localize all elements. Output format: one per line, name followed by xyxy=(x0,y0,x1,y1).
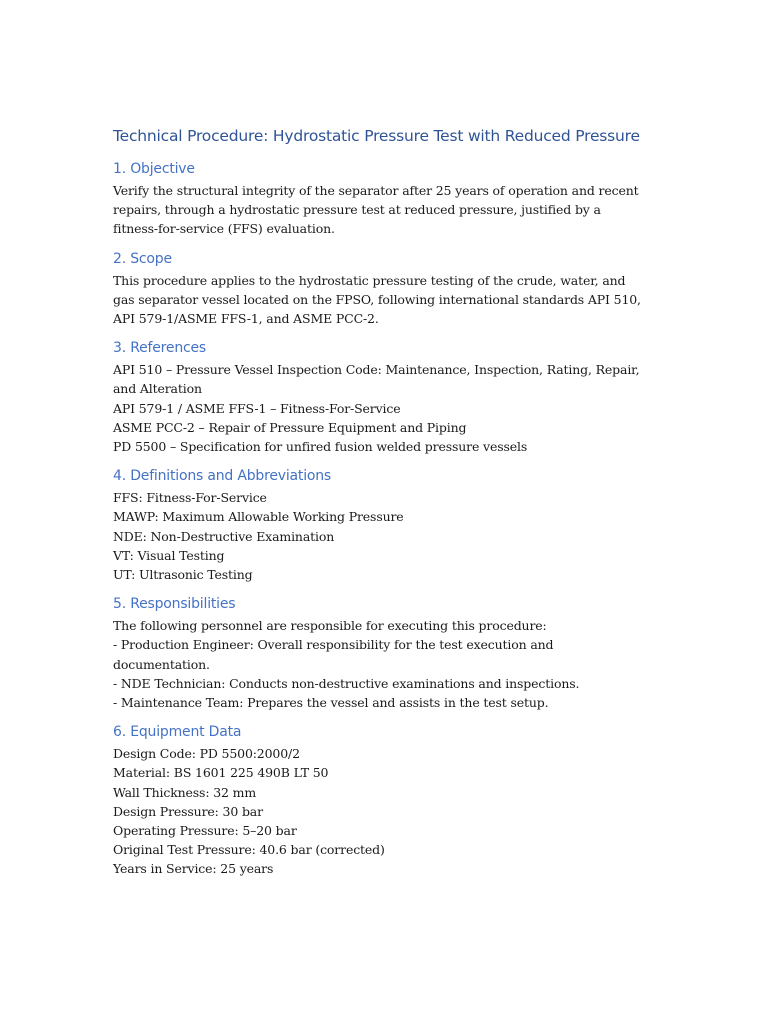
responsibilities-list xyxy=(113,616,653,712)
section-heading-responsibilities: 5. Responsibilities xyxy=(113,596,236,613)
section-references xyxy=(113,338,653,456)
section-responsibilities xyxy=(113,594,653,712)
reference-item: ASME PCC-2 – Repair of Pressure Equipment and Piping xyxy=(113,419,467,435)
equipment-data-item: Material: BS 1601 225 490B LT 50 xyxy=(113,765,329,781)
objective-text: Verify the structural integrity of the separator after 25 years of operation and recent repairs, through a hydrostatic pressure test at reduced pressure, justified by a fitness-for-service (FFS) evaluation. xyxy=(113,183,639,237)
responsibility-item: - Production Engineer: Overall responsibility for the test execution and documentation. xyxy=(113,637,554,672)
reference-item: API 510 – Pressure Vessel Inspection Code: Maintenance, Inspection, Rating, Repair, and Alteration xyxy=(113,362,640,397)
references-list xyxy=(113,360,653,456)
section-definitions xyxy=(113,466,653,584)
definition-item: MAWP: Maximum Allowable Working Pressure xyxy=(113,509,404,525)
equipment-data-item: Years in Service: 25 years xyxy=(113,861,274,877)
document-title: Technical Procedure: Hydrostatic Pressure Test with Reduced Pressure xyxy=(113,127,640,145)
section-heading-definitions: 4. Definitions and Abbreviations xyxy=(113,468,332,485)
definition-item: VT: Visual Testing xyxy=(113,547,225,563)
scope-text: This procedure applies to the hydrostatic pressure testing of the crude, water, and gas separator vessel located on the FPSO, following international standards API 510, API 579-1/ASME FFS-1, and ASME PCC-2. xyxy=(113,272,641,327)
section-scope xyxy=(113,249,653,329)
definition-item: UT: Ultrasonic Testing xyxy=(113,567,253,583)
reference-item: API 579-1 / ASME FFS-1 – Fitness-For-Service xyxy=(113,400,401,416)
responsibility-item: - NDE Technician: Conducts non-destructive examinations and inspections. xyxy=(113,675,580,691)
section-heading-scope: 2. Scope xyxy=(113,250,172,267)
definition-item: NDE: Non-Destructive Examination xyxy=(113,528,335,544)
definitions-list xyxy=(113,488,653,584)
equipment-data-item: Operating Pressure: 5–20 bar xyxy=(113,823,297,839)
equipment-data-item: Original Test Pressure: 40.6 bar (corrected) xyxy=(113,842,385,858)
section-objective xyxy=(113,159,653,239)
definition-item: FFS: Fitness-For-Service xyxy=(113,490,267,506)
equipment-data-item: Wall Thickness: 32 mm xyxy=(113,784,257,800)
equipment-data-item: Design Pressure: 30 bar xyxy=(113,803,263,819)
responsibility-item: The following personnel are responsible for executing this procedure: xyxy=(113,618,547,634)
section-heading-references: 3. References xyxy=(113,340,207,357)
reference-item: PD 5500 – Specification for unfired fusion welded pressure vessels xyxy=(113,439,528,455)
section-equipment-data xyxy=(113,722,653,878)
responsibility-item: - Maintenance Team: Prepares the vessel and assists in the test setup. xyxy=(113,695,549,711)
document-page xyxy=(113,125,653,889)
section-heading-equipment-data: 6. Equipment Data xyxy=(113,724,242,741)
equipment-data-list xyxy=(113,744,653,878)
section-heading-objective: 1. Objective xyxy=(113,161,195,177)
equipment-data-item: Design Code: PD 5500:2000/2 xyxy=(113,746,300,762)
